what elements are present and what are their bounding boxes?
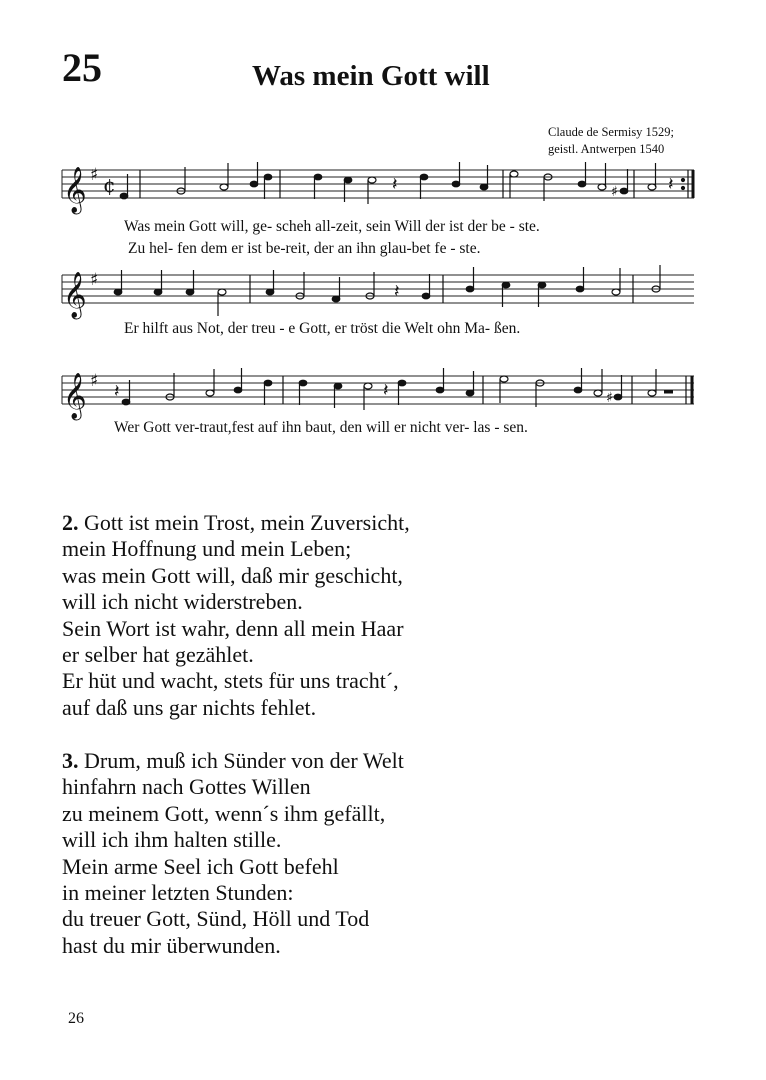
attribution-composer: Claude de Sermisy 1529; — [548, 125, 675, 139]
svg-text:𝄽: 𝄽 — [114, 381, 120, 402]
lyrics-system-1-verse-1: Was mein Gott will, ge- scheh all-zeit, sein Will der ist der be - ste. — [124, 218, 540, 235]
stanza-line: auf daß uns gar nichts fehlet. — [62, 694, 317, 720]
stanza-line — [62, 748, 404, 774]
attribution-source: geistl. Antwerpen 1540 — [548, 142, 665, 156]
stanza-line: er selber hat gezählet. — [62, 642, 254, 668]
key-signature-sharp-icon — [90, 270, 98, 290]
music-staff-system-2 — [0, 258, 766, 322]
stanza-line: hinfahrn nach Gottes Willen — [62, 774, 311, 800]
hymn-number: 25 — [62, 45, 102, 90]
svg-text:♯: ♯ — [90, 371, 99, 391]
svg-text:♯: ♯ — [90, 270, 99, 290]
svg-text:¢: ¢ — [103, 173, 116, 197]
lyrics-system-2: Er hilft aus Not, der treu - e Gott, er tröst die Welt ohn Ma- ßen. — [124, 320, 521, 337]
treble-clef-icon — [63, 373, 87, 421]
stanza-line: zu meinem Gott, wenn´s ihm gefällt, — [62, 800, 386, 826]
stanza-line: was mein Gott will, daß mir geschicht, — [62, 562, 403, 588]
stanza-line: Mein arme Seel ich Gott befehl — [62, 853, 339, 879]
svg-text:𝄞: 𝄞 — [63, 167, 87, 213]
music-staff-system-3 — [0, 358, 766, 428]
stanza-2 — [62, 510, 410, 721]
svg-text:♯: ♯ — [90, 165, 99, 185]
lyrics-system-3: Wer Gott ver-traut,fest auf ihn baut, den will er nicht ver- las - sen. — [114, 419, 528, 436]
cut-time-icon — [103, 173, 116, 197]
stanza-number: 2. — [62, 510, 79, 535]
svg-text:𝄞: 𝄞 — [63, 373, 87, 419]
page-number: 26 — [68, 1010, 84, 1027]
stanza-line: Sein Wort ist wahr, denn all mein Haar — [62, 615, 404, 641]
stanza-line: Er hüt und wacht, stets für uns tracht´, — [62, 668, 399, 694]
svg-text:𝄽: 𝄽 — [668, 174, 674, 195]
treble-clef-icon — [63, 272, 87, 320]
svg-text:𝄽: 𝄽 — [394, 281, 400, 302]
stanza-line-text: Gott ist mein Trost, mein Zuversicht, — [78, 510, 410, 535]
key-signature-sharp-icon — [90, 371, 98, 391]
svg-text:♯: ♯ — [611, 184, 618, 200]
stanza-3 — [62, 748, 404, 959]
stanza-line: mein Hoffnung und mein Leben; — [62, 536, 352, 562]
treble-clef-icon — [63, 167, 87, 215]
stanza-number: 3. — [62, 748, 79, 773]
svg-text:𝄽: 𝄽 — [383, 380, 389, 401]
hymn-title: Was mein Gott will — [252, 60, 490, 92]
music-staff-system-1 — [0, 150, 766, 220]
key-signature-sharp-icon — [90, 165, 98, 185]
svg-text:𝄞: 𝄞 — [63, 272, 87, 318]
stanza-line: hast du mir überwunden. — [62, 932, 281, 958]
svg-text:♯: ♯ — [606, 390, 613, 406]
stanza-line: will ich ihm halten stille. — [62, 827, 282, 853]
stanza-line: will ich nicht widerstreben. — [62, 589, 303, 615]
stanza-line: in meiner letzten Stunden: — [62, 880, 294, 906]
svg-text:𝄽: 𝄽 — [392, 174, 398, 195]
stanza-line — [62, 510, 410, 536]
stanza-line-text: Drum, muß ich Sünder von der Welt — [78, 748, 404, 773]
lyrics-system-1-verse-2: Zu hel- fen dem er ist be-reit, der an ihn glau-bet fe - ste. — [128, 240, 481, 257]
stanza-line: du treuer Gott, Sünd, Höll und Tod — [62, 906, 370, 932]
